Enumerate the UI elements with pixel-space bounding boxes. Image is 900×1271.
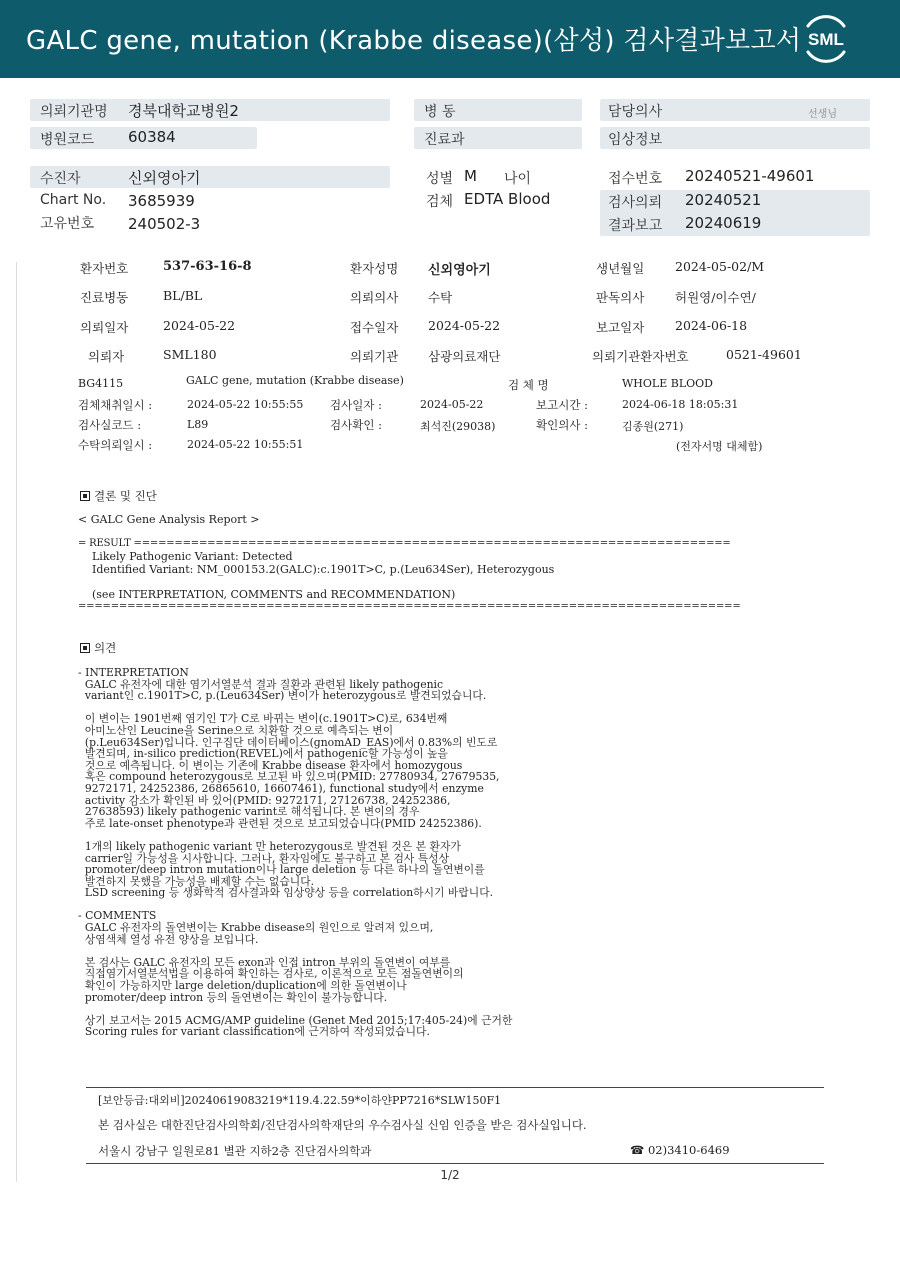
rward-value: BL/BL — [163, 288, 203, 303]
clinical-label: 임상정보 — [608, 132, 663, 148]
doctor-label: 담당의사 — [608, 104, 663, 120]
logo-text: SML — [808, 30, 844, 49]
doctor-suffix: 선생님 — [808, 109, 837, 120]
room-label: 검사실코드 : — [78, 418, 142, 432]
confirm-doc-value: 김종원(271) — [622, 420, 684, 433]
opinion-heading — [80, 640, 116, 656]
requester-value: SML180 — [163, 347, 217, 362]
report-header — [0, 0, 900, 78]
inst-pid-label: 의뢰기관환자번호 — [592, 349, 689, 364]
opinion-text: - INTERPRETATION GALC 유전자에 대한 염기서열분석 결과 질환과 관련된 likely pathogenic variant인 c.1901T>C, p.(Leu634Ser) 변이가 heterozygous로 발견되었습니다. 이 변이는 1901번째 염기인 T가 C로 바뀌는 변이(c.1901T>C)로, 634번째 아미노산인 Leucine을 Serine으로 치환할 것으로 예측되는 변이 (p.Leu634Ser)입니다. 인구집단 데이터베이스(gnomAD_EAS)에서 0.83%의 빈도로 발견되며, in-silico prediction(REVEL)에서 pathogenic할 가능성이 높을 것으로 예측됩니다. 이 변이는 기존에 Krabbe disease 환자에서 homozygous 혹은 compound heterozygous로 보고된 바 있으며(PMID: 27780934, 27679535, 9272171, 24252386, 26865610, 16607461), functional study에서 enzyme activity 감소가 확인된 바 있어(PMID: 9272171, 27126738, 24252386, 27638593) likely pathogenic varint로 해석됩니다. 본 변이의 경우 주로 late-onset phenotype과 관련된 것으로 보고되었습니다(PMID 24252386). 1개의 likely pathogenic variant 만 heterozygous로 발견된 것은 본 환자가 carrier일 가능성을 시사합니다. 그러나, 환자임에도 불구하고 본 검사 특성상 promoter/deep intron mutation이나 large deletion 등 다른 하나의 돌연변이를 발견하지 못했을 가능성을 배제할 수는 없습니다. LSD screening 등 생화학적 검사결과와 임상양상 등을 correlation하시기 바랍니다. - COMMENTS GALC 유전자의 돌연변이는 Krabbe disease의 원인으로 알려져 있으며, 상염색체 열성 유전 양상을 보입니다. 본 검사는 GALC 유전자의 모든 exon과 인접 intron 부위의 돌연변이 여부를 직접염기서열분석법을 이용하여 확인하는 검사로, 이론적으로 모든 점돌연변이의 확인이 가능하지만 large deletion/duplication에 의한 돌연변이나 promoter/deep intron 등의 돌연변이는 확인이 불가능합니다. 상기 보고서는 2015 ACMG/AMP guideline (Genet Med 2015;17:405-24)에 근거한 Scoring rules for variant classification에 근거하여 작성되었습니다. — [78, 666, 513, 1039]
result-line-2: Identified Variant: NM_000153.2(GALC):c.1901T>C, p.(Leu634Ser), Heterozygous — [92, 563, 555, 576]
conclusion-heading-text: 결론 및 진단 — [94, 489, 157, 503]
pid-label: 환자번호 — [80, 261, 129, 276]
report-time-label: 보고시간 : — [536, 398, 588, 412]
inst-pid-value: 0521-49601 — [726, 347, 802, 362]
test-date-value: 2024-05-22 — [420, 398, 484, 411]
ward-label: 병 동 — [424, 104, 456, 120]
rep-date-value: 2024-06-18 — [675, 318, 748, 333]
confirm-doc-label: 확인의사 : — [536, 418, 588, 432]
patient-value: 신외영아기 — [128, 169, 201, 187]
request-value: 20240521 — [685, 191, 762, 209]
result-line-3: (see INTERPRETATION, COMMENTS and RECOMMENDATION) — [92, 588, 456, 601]
patient-bar — [30, 166, 390, 188]
req-date-label: 의뢰일자 — [80, 320, 129, 335]
inst-value: 삼광의료재단 — [428, 349, 501, 364]
sex-value: M — [464, 167, 477, 185]
report-time-value: 2024-06-18 18:05:31 — [622, 398, 739, 411]
left-margin-line — [16, 262, 17, 1182]
reader-label: 판독의사 — [596, 290, 645, 305]
pid-value: 537-63-16-8 — [163, 259, 252, 274]
report-value: 20240619 — [685, 214, 762, 232]
dob-label: 생년월일 — [596, 261, 645, 276]
hospital-value: 경북대학교병원2 — [128, 102, 239, 120]
reader-value: 허원영/이수연/ — [675, 290, 756, 305]
rec-date-value: 2024-05-22 — [428, 318, 501, 333]
dob-value: 2024-05-02/M — [675, 259, 765, 274]
physician-label: 의뢰의사 — [350, 290, 399, 305]
collect-label: 검체채취일시 : — [78, 398, 153, 412]
receipt-label: 접수번호 — [608, 171, 663, 187]
consign-label: 수탁의뢰일시 : — [78, 438, 153, 452]
phone-line: ☎ 02)3410-6469 — [630, 1143, 730, 1157]
esign-note: (전자서명 대체함) — [676, 440, 763, 453]
rec-date-label: 접수일자 — [350, 320, 399, 335]
unique-value: 240502-3 — [128, 215, 201, 233]
name-value: 신외영아기 — [428, 263, 491, 278]
room-value: L89 — [187, 418, 209, 431]
consign-value: 2024-05-22 10:55:51 — [187, 438, 304, 451]
report-label: 결과보고 — [608, 218, 663, 234]
page-number: 1/2 — [440, 1168, 460, 1182]
name-label: 환자성명 — [350, 261, 399, 276]
age-label: 나이 — [504, 171, 532, 187]
result-line-1: Likely Pathogenic Variant: Detected — [92, 550, 293, 563]
sml-logo — [800, 14, 852, 64]
square-bullet-icon — [80, 643, 90, 653]
confirm-value: 최석진(29038) — [420, 420, 496, 433]
address-line: 서울시 강남구 일원로81 별관 지하2층 진단검사의학과 — [98, 1144, 372, 1158]
patient-label: 수진자 — [40, 171, 81, 187]
request-label: 검사의뢰 — [608, 195, 663, 211]
footer-rule-bottom — [86, 1163, 824, 1164]
hospital-code-label: 병원코드 — [40, 132, 95, 148]
requester-label: 의뢰자 — [88, 349, 125, 364]
chart-value: 3685939 — [128, 192, 195, 210]
conclusion-subtitle: < GALC Gene Analysis Report > — [78, 513, 260, 526]
unique-label: 고유번호 — [40, 216, 95, 232]
req-date-value: 2024-05-22 — [163, 318, 236, 333]
rward-label: 진료병동 — [80, 290, 129, 305]
result-rule: = RESULT ========================================================================= — [78, 538, 731, 549]
specimen-label: 검체 — [426, 194, 454, 210]
footer-rule-top — [86, 1087, 824, 1088]
confirm-label: 검사확인 : — [330, 418, 382, 432]
result-end-rule: ================================================================================= — [78, 601, 741, 612]
opinion-heading-text: 의견 — [94, 641, 117, 655]
conclusion-heading — [80, 488, 157, 504]
test-date-label: 검사일자 : — [330, 398, 382, 412]
test-name: GALC gene, mutation (Krabbe disease) — [186, 374, 404, 387]
physician-value: 수탁 — [428, 290, 453, 305]
inst-label: 의뢰기관 — [350, 349, 399, 364]
sex-label: 성별 — [426, 171, 454, 187]
collect-value: 2024-05-22 10:55:55 — [187, 398, 304, 411]
chart-label: Chart No. — [40, 192, 107, 208]
test-specimen-label: 검 체 명 — [508, 378, 549, 392]
test-specimen-value: WHOLE BLOOD — [622, 377, 713, 390]
dept-label: 진료과 — [424, 132, 465, 148]
receipt-value: 20240521-49601 — [685, 167, 815, 185]
square-bullet-icon — [80, 491, 90, 501]
rep-date-label: 보고일자 — [596, 320, 645, 335]
test-code: BG4115 — [78, 377, 124, 390]
security-line: [보안등급:대외비]20240619083219*119.4.22.59*이하얀PP7216*SLW150F1 — [98, 1094, 502, 1107]
hospital-label: 의뢰기관명 — [40, 104, 108, 120]
specimen-value: EDTA Blood — [464, 190, 551, 208]
certification-line: 본 검사실은 대한진단검사의학회/진단검사의학재단의 우수검사실 신임 인증을 받은 검사실입니다. — [98, 1118, 587, 1132]
hospital-code-value: 60384 — [128, 128, 176, 146]
report-title: GALC gene, mutation (Krabbe disease)(삼성) 검사결과보고서 — [26, 26, 802, 56]
